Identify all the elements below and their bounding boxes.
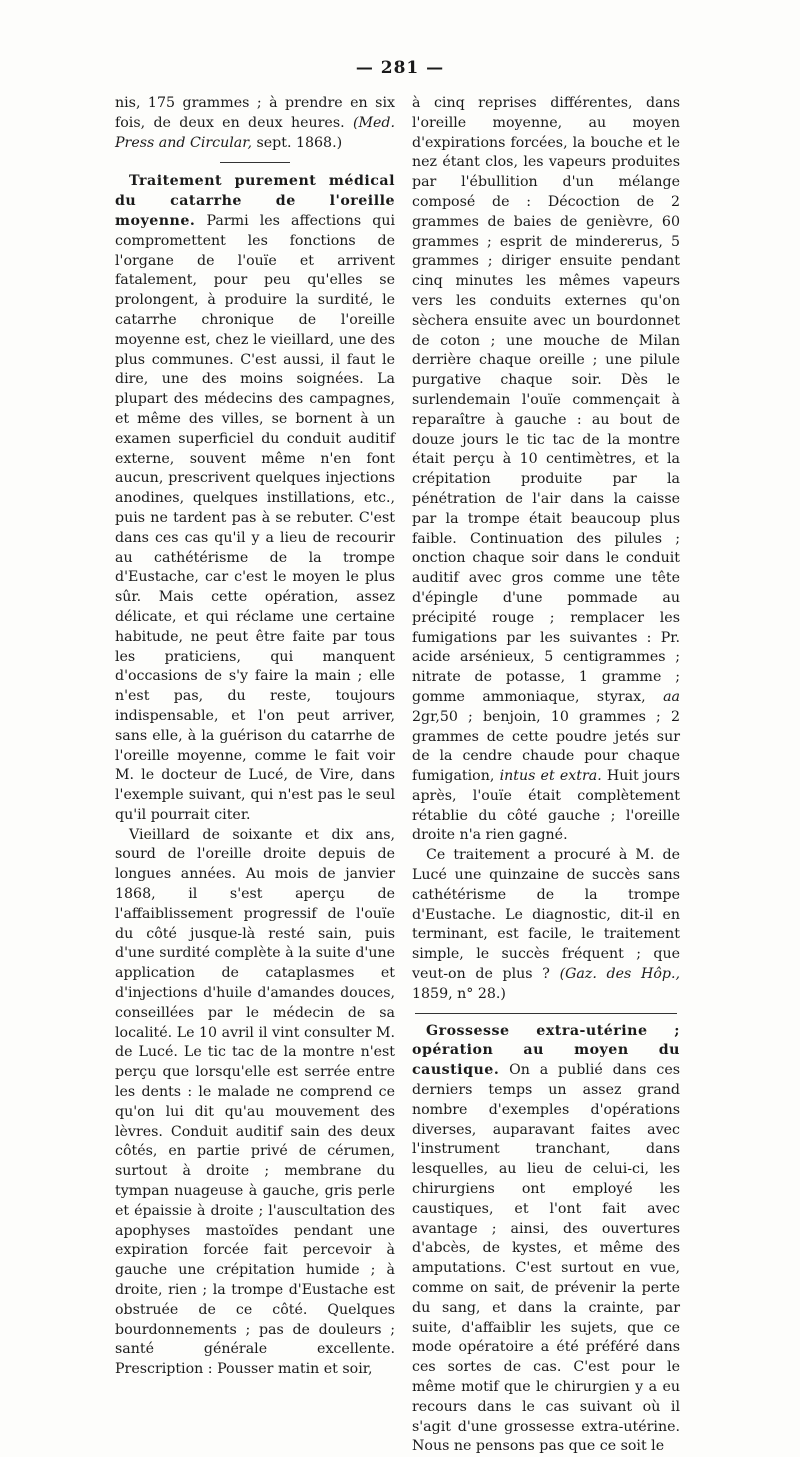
section-divider: [220, 162, 290, 163]
left-column: [115, 94, 395, 1380]
treatment-paragraph: à cinq reprises différentes, dans l'oreille moyenne, au moyen d'expirations forcées, la bouche et le nez étant clos, les vapeurs produites par l'ébullition d'un mélange composé de : Décoction de 2 grammes de baies de genièvre, 60 grammes ; esprit de mindererus, 5 grammes ; diriger ensuite pendant cinq minutes les mêmes vapeurs vers les conduits externes qu'on sèchera ensuite avec un bourdonnet de coton ; une mouche de Milan derrière chaque oreille ; une pilule purgative chaque soir. Dès le surlendemain l'ouïe commençait à reparaître à gauche : au bout de douze jours le tic tac de la montre était perçu à 10 centimètres, et la crépitation produite par la pénétration de l'air dans la caisse par la trompe était beaucoup plus faible. Continuation des pilules ; onction chaque soir dans le conduit auditif avec gros comme une tête d'épingle d'une pommade au précipité rouge ; remplacer les fumigations par les suivantes : Pr. acide arsénieux, 5 centigrammes ; nitrate de potasse, 1 gramme ; gomme ammoniaque, styrax, aa 2gr,50 ; benjoin, 10 grammes ; 2 grammes de cette poudre jetés sur de la cendre chaude pour chaque fumigation, intus et extra. Huit jours après, l'ouïe était complètement rétablie du côté gauche ; l'oreille droite n'a rien gagné.: [412, 95, 681, 844]
article-paragraph: Traitement purement médical du catarrhe de l'oreille moyenne. Parmi les affections qui compromettent les fonctions de l'organe de l'ouïe et arrivent fatalement, pour peu qu'elles se prolongent, à produire la surdité, le catarrhe chronique de l'oreille moyenne est, chez le vieillard, une des plus communes. C'est aussi, il faut le dire, une des moins soignées. La plupart des médecins des campagnes, et même des villes, se bornent à un examen superficiel du conduit auditif externe, souvent même n'en font aucun, prescrivent quelques injections anodines, quelques instillations, etc., puis ne tardent pas à se rebuter. C'est dans ces cas qu'il y a lieu de recourir au cathétérisme de la trompe d'Eustache, car c'est le moyen le plus sûr. Mais cette opération, assez délicate, et qui réclame une certaine habitude, ne peut être faite par tous les praticiens, qui manquent d'occasions de s'y faire la main ; elle n'est pas, du reste, toujours indispensable, et l'on peut arriver, sans elle, à la guérison du catarrhe de l'oreille moyenne, comme le fait voir M. le docteur de Lucé, de Vire, dans l'exemple suivant, qui n'est pas le seul qu'il pourrait citer.: [115, 173, 396, 823]
intro-paragraph: nis, 175 grammes ; à prendre en six fois, de deux en deux heures. (Med. Press and Circular, sept. 1868.): [115, 95, 395, 151]
article-heading: Traitement purement médical du catarrhe de l'oreille moyenne.: [115, 173, 395, 229]
right-column: [412, 94, 680, 1457]
source-citation: (Med. Press and Circular,: [115, 114, 395, 151]
article-heading: Grossesse extra-utérine ; opération au moyen du caustique.: [412, 1022, 680, 1079]
page-number: — 281 —: [355, 58, 445, 78]
conclusion-paragraph: Ce traitement a procuré à M. de Lucé une quinzaine de succès sans cathétérisme de la trompe d'Eustache. Le diagnostic, dit-il en terminant, est facile, le traitement simple, le succès fréquent ; que veut-on de plus ? (Gaz. des Hôp., 1859, n° 28.): [412, 847, 681, 1002]
section-divider: [415, 1013, 677, 1014]
source-citation: (Gaz. des Hôp.,: [559, 966, 681, 983]
case-paragraph: Vieillard de soixante et dix ans, sourd de l'oreille droite depuis de longues années. Au mois de janvier 1868, il s'est aperçu de l'affaiblissement progressif de l'ouïe du côté jusque-là resté sain, puis d'une surdité complète à la suite d'une application de cataplasmes et d'injections d'huile d'amandes douces, conseillées par le médecin de sa localité. Le 10 avril il vint consulter M. de Lucé. Le tic tac de la montre n'est perçu que lorsqu'elle est serrée entre les dents : le malade ne comprend ce qu'on lui dit qu'au mouvement des lèvres. Conduit auditif sain des deux côtés, en partie privé de cérumen, surtout à droite ; membrane du tympan nuageuse à gauche, gris perle et épaissie à droite ; l'auscultation des apophyses mastoïdes pendant une expiration forcée fait percevoir à gauche une crépitation humide ; à droite, rien ; la trompe d'Eustache est obstruée de ce côté. Quelques bourdonnements ; pas de douleurs ; santé générale excellente. Prescription : Pousser matin et soir,: [115, 826, 395, 1378]
article-paragraph: Grossesse extra-utérine ; opération au moyen du caustique. On a publié dans ces derniers temps un assez grand nombre d'exemples d'opérations diverses, auparavant faites avec l'instrument tranchant, dans lesquelles, au lieu de celui-ci, les chirurgiens ont employé les caustiques, et l'ont fait avec avantage ; ainsi, des ouvertures d'abcès, de kystes, et même des amputations. C'est surtout en vue, comme on sait, de prévenir la perte du sang, et dans la crainte, par suite, d'affaiblir les sujets, que ce mode opératoire a été préféré dans ces sortes de cas. C'est pour le même motif que le chirurgien y a eu recours dans le cas suivant où il s'agit d'une grossesse extra-utérine. Nous ne pensons pas que ce soit le: [412, 1022, 680, 1455]
